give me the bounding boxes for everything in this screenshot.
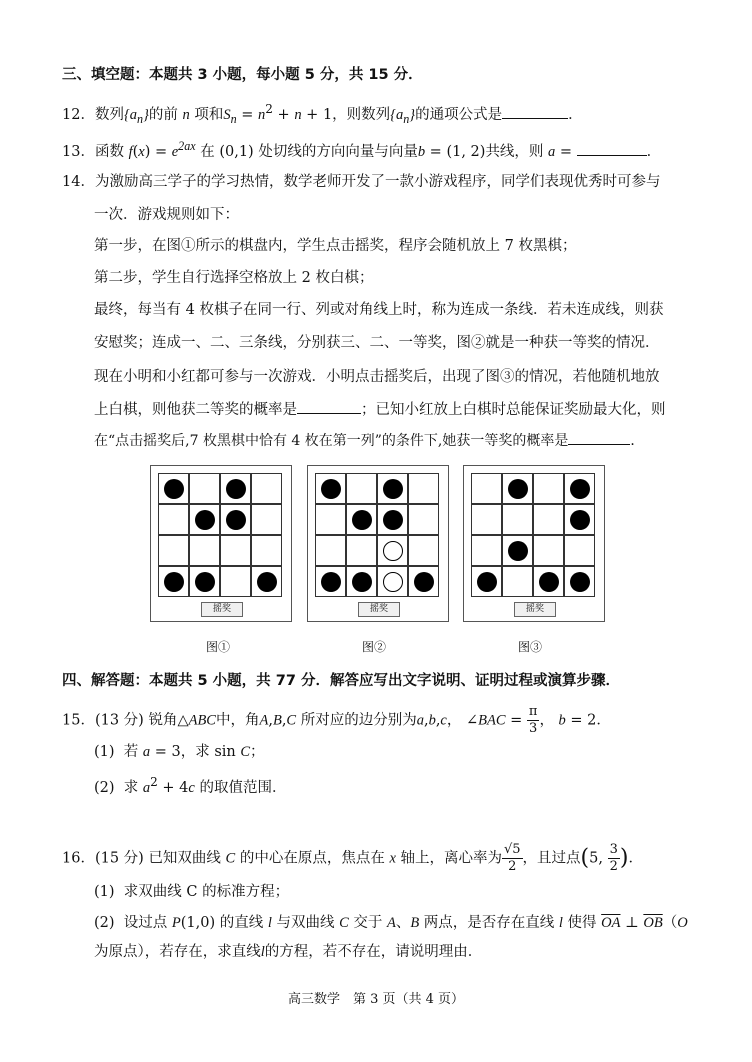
board-cell (564, 535, 595, 566)
board-cell (346, 535, 377, 566)
figure-caption-2: 图② (362, 640, 387, 654)
board-cell (220, 566, 251, 597)
board-grid (471, 473, 596, 599)
question-12: 12．数列$\{a_n\}$的前 n 项和$S_n = n^2 + n + 1$，则数列$\{a_n\}$的通项公式是 ． (62, 102, 583, 126)
answer-blank-12[interactable] (502, 104, 568, 119)
question-14-line-2: 一次．游戏规则如下： (94, 207, 239, 223)
black-stone (195, 510, 215, 530)
lottery-button[interactable]: 摇奖 (514, 602, 556, 617)
board-cell (251, 504, 282, 535)
black-stone (508, 479, 528, 499)
section-4-heading: 四、解答题：本题共 5 小题，共 77 分．解答应写出文字说明、证明过程或演算步骤． (62, 673, 620, 689)
question-14-line-4: 第二步，学生自行选择空格放上 2 枚白棋； (94, 270, 374, 286)
lottery-button[interactable]: 摇奖 (358, 602, 400, 617)
black-stone (508, 541, 528, 561)
question-15-part-1: (1) 若 a = 3，求 sin C； (94, 744, 265, 760)
board-cell (189, 473, 220, 504)
black-stone (226, 510, 246, 530)
black-stone (570, 510, 590, 530)
game-board-2 (307, 465, 449, 622)
board-cell (189, 535, 220, 566)
game-board-1 (150, 465, 292, 622)
question-14-line-6: 安慰奖；连成一、二、三条线，分别获三、二、一等奖，图②就是一种获一等奖的情况． (94, 335, 660, 351)
answer-blank-14a[interactable] (297, 399, 361, 414)
question-13: 13．函数 $f(x) = e^{2ax}$ 在 (0,1) 处切线的方向向量与向量b = (1, 2)共线，则 a = ． (62, 139, 662, 160)
question-15-part-2: (2) 求 $a^2 + 4c$ 的取值范围． (94, 775, 287, 796)
page-footer: 高三数学 第 3 页（共 4 页） (287, 992, 465, 1007)
question-14-line-7: 现在小明和小红都可参与一次游戏．小明点击摇奖后，出现了图③的情况，若他随机地放 (94, 369, 660, 385)
board-cell (502, 566, 533, 597)
board-cell (251, 473, 282, 504)
black-stone (321, 479, 341, 499)
board-cell (220, 535, 251, 566)
black-stone (383, 510, 403, 530)
board-cell (346, 473, 377, 504)
board-cell (315, 535, 346, 566)
question-14-line-3: 第一步，在图①所示的棋盘内，学生点击摇奖，程序会随机放上 7 枚黑棋； (94, 238, 577, 254)
board-cell (471, 535, 502, 566)
board-cell (158, 535, 189, 566)
game-board-3 (463, 465, 605, 622)
black-stone (570, 479, 590, 499)
board-cell (502, 504, 533, 535)
section-3-heading: 三、填空题：本题共 3 小题，每小题 5 分，共 15 分． (62, 67, 423, 83)
board-cell (471, 504, 502, 535)
black-stone (383, 479, 403, 499)
white-stone (383, 541, 403, 561)
black-stone (195, 572, 215, 592)
black-stone (414, 572, 434, 592)
question-14-line-1: 14．为激励高三学子的学习热情，数学老师开发了一款小游戏程序，同学们表现优秀时可参与 (62, 174, 661, 190)
board-grid (158, 473, 283, 599)
board-cell (533, 504, 564, 535)
board-grid (315, 473, 440, 599)
board-cell (408, 535, 439, 566)
black-stone (539, 572, 559, 592)
board-cell (251, 535, 282, 566)
question-14-line-9: 在“点击摇奖后,7 枚黑棋中恰有 4 枚在第一列”的条件下,她获一等奖的概率是 ． (94, 430, 644, 451)
board-cell (533, 473, 564, 504)
black-stone (352, 572, 372, 592)
figure-caption-1: 图① (206, 640, 231, 654)
black-stone (477, 572, 497, 592)
question-16-part-1: (1) 求双曲线 C 的标准方程； (94, 884, 290, 900)
black-stone (352, 510, 372, 530)
answer-blank-13[interactable] (577, 141, 647, 156)
question-14-line-8: 上白棋，则他获二等奖的概率是 ；已知小红放上白棋时总能保证奖励最大化，则 (94, 399, 666, 420)
black-stone (226, 479, 246, 499)
question-16-part-2-cont: 为原点），若存在，求直线l的方程，若不存在，请说明理由． (94, 944, 483, 960)
board-cell (315, 504, 346, 535)
question-16: 16．(15 分) 已知双曲线 C 的中心在原点，焦点在 x 轴上，离心率为 $\frac{√5}{2}$ ，且过点(5, $\frac{3}{2}$ )． (62, 842, 643, 874)
figure-caption-3: 图③ (518, 640, 543, 654)
question-16-part-2: (2) 设过点 P(1,0) 的直线 l 与双曲线 C 交于 A、B 两点，是否存在直线 l 使得 $\overline{OA}$ ⊥ $\overline{OB}(O$ (94, 915, 688, 931)
board-cell (533, 535, 564, 566)
board-cell (408, 473, 439, 504)
black-stone (164, 479, 184, 499)
answer-blank-14b[interactable] (568, 430, 630, 445)
board-cell (158, 504, 189, 535)
question-15: 15．(13 分) 锐角△ABC中，角A,B,C 所对应的边分别为a,b,c， ∠BAC = $\frac{\pi}{3}$ ， b = 2． (62, 704, 611, 736)
white-stone (383, 572, 403, 592)
black-stone (164, 572, 184, 592)
black-stone (321, 572, 341, 592)
black-stone (257, 572, 277, 592)
lottery-button[interactable]: 摇奖 (201, 602, 243, 617)
black-stone (570, 572, 590, 592)
question-14-line-5: 最终，每当有 4 枚棋子在同一行、列或对角线上时，称为连成一条线．若未连成线，则获 (94, 302, 664, 318)
board-cell (408, 504, 439, 535)
board-cell (471, 473, 502, 504)
